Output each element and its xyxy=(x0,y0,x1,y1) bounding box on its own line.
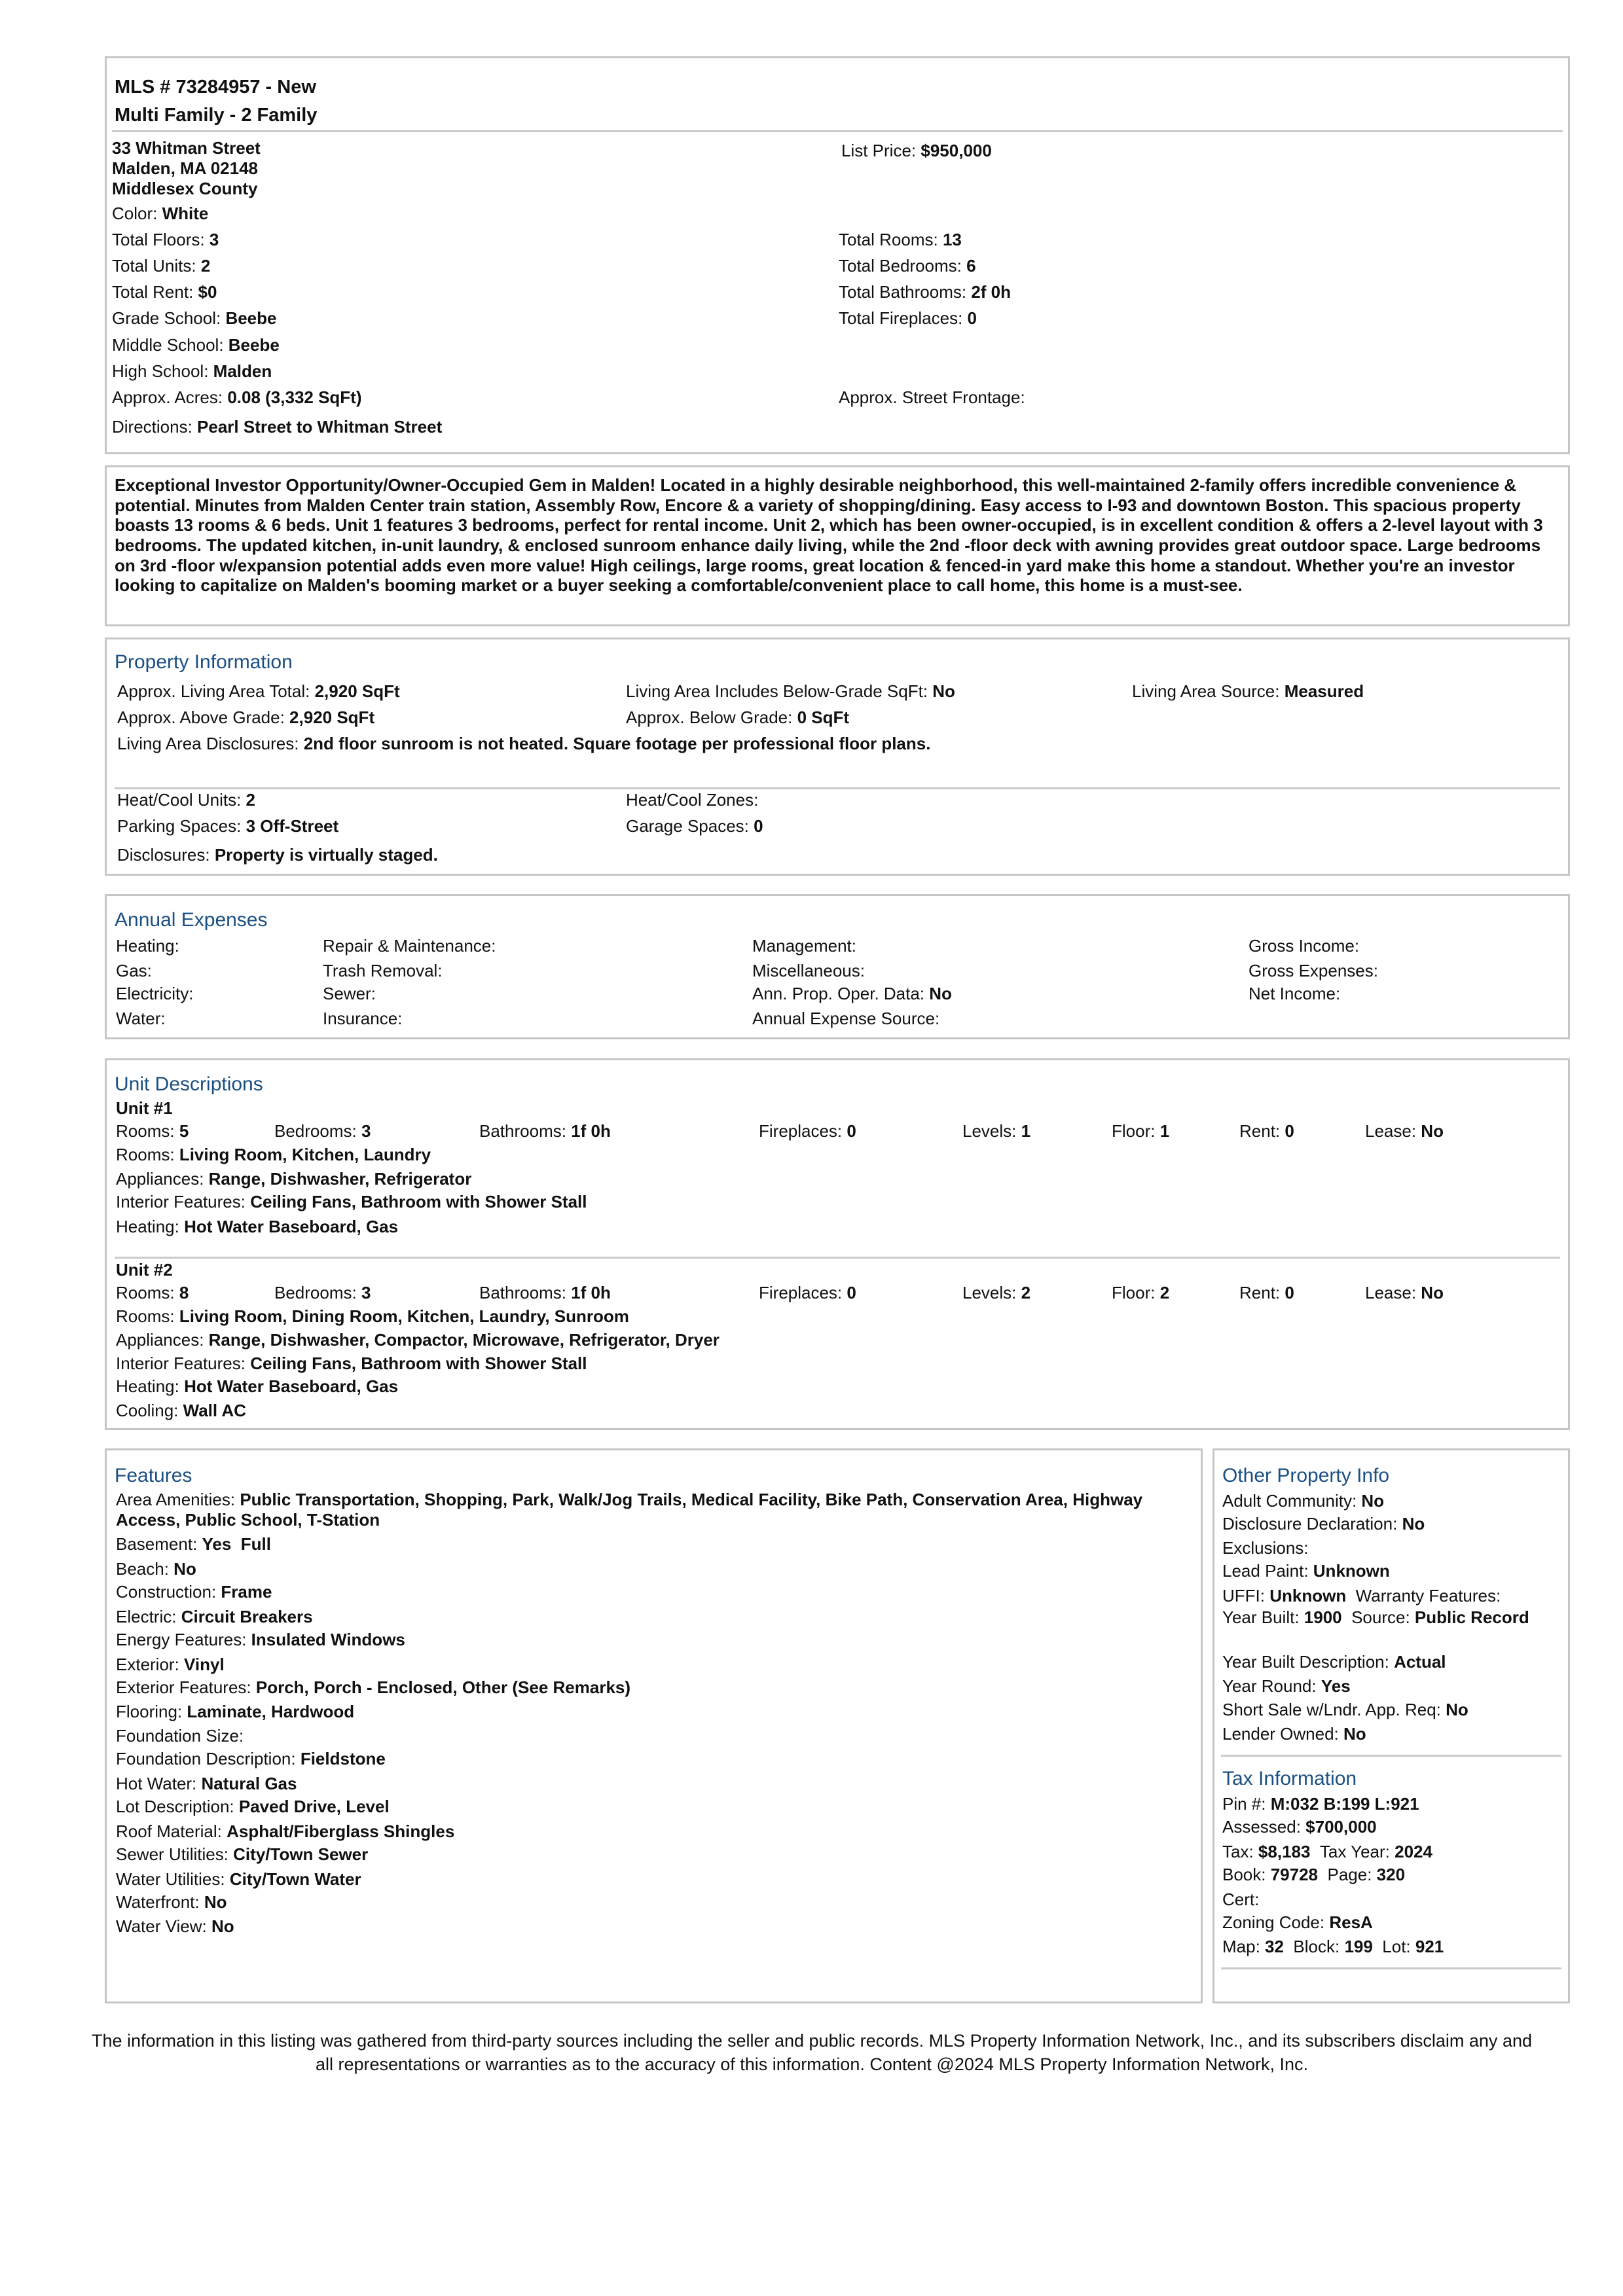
feature-basement: Basement: Yes Full xyxy=(116,1534,272,1554)
year-built-source: Year Built: 1900 Source: Public Record xyxy=(1222,1607,1529,1627)
disclaimer-footer: The information in this listing was gathered from third-party sources including the seller and public records. MLS Property Information Network, Inc., and its subscribers disclaim any and all representations or warranties as to the accuracy of this information. Content @2024 MLS Property Information Network, Inc. xyxy=(92,2031,1532,2075)
feature-electric: Electric: Circuit Breakers xyxy=(116,1607,313,1626)
exclusions: Exclusions: xyxy=(1222,1538,1309,1558)
unit-2-fireplaces: Fireplaces: 0 xyxy=(759,1283,856,1302)
tax-pin: Pin #: M:032 B:199 L:921 xyxy=(1222,1794,1419,1814)
feature-waterfront: Waterfront: No xyxy=(116,1892,227,1912)
field-high-school: High School: Malden xyxy=(112,361,272,381)
field-grade-school: Grade School: Beebe xyxy=(112,308,277,328)
field-total-fireplaces: Total Fireplaces: 0 xyxy=(839,308,977,328)
unit-1-bathrooms: Bathrooms: 1f 0h xyxy=(479,1121,611,1141)
mls-number-title: MLS # 73284957 - New xyxy=(115,77,316,98)
expense-management: Management: xyxy=(752,936,856,956)
field-street-frontage: Approx. Street Frontage: xyxy=(839,387,1025,407)
unit-1-name: Unit #1 xyxy=(116,1098,173,1118)
living-area-total: Approx. Living Area Total: 2,920 SqFt xyxy=(117,681,400,701)
living-area-source: Living Area Source: Measured xyxy=(1132,681,1364,701)
expense-water: Water: xyxy=(116,1009,166,1028)
field-middle-school: Middle School: Beebe xyxy=(112,335,280,355)
unit-2-bathrooms: Bathrooms: 1f 0h xyxy=(479,1283,611,1302)
field-directions: Directions: Pearl Street to Whitman Street xyxy=(112,417,443,437)
unit-descriptions-box xyxy=(105,1058,1570,1430)
tax-amount-year: Tax: $8,183 Tax Year: 2024 xyxy=(1222,1842,1432,1861)
heat-cool-units: Heat/Cool Units: 2 xyxy=(117,790,255,810)
gross-expenses: Gross Expenses: xyxy=(1249,961,1378,980)
unit-1-fireplaces: Fireplaces: 0 xyxy=(759,1121,856,1141)
tax-cert: Cert: xyxy=(1222,1890,1260,1909)
tax-info-divider xyxy=(1221,1967,1561,1969)
unit-1-detail-appliances: Appliances: Range, Dishwasher, Refrigerator xyxy=(116,1169,472,1189)
heat-cool-zones: Heat/Cool Zones: xyxy=(626,790,759,810)
feature-roof: Roof Material: Asphalt/Fiberglass Shingles xyxy=(116,1821,455,1841)
living-area-disclosures: Living Area Disclosures: 2nd floor sunroom is not heated. Square footage per professional floor plans. xyxy=(117,734,931,753)
property-type-title: Multi Family - 2 Family xyxy=(115,105,318,126)
header-divider xyxy=(112,130,1563,132)
parking-spaces: Parking Spaces: 3 Off-Street xyxy=(117,816,339,836)
feature-exterior-features: Exterior Features: Porch, Porch - Enclosed, Other (See Remarks) xyxy=(116,1677,631,1697)
expense-heating: Heating: xyxy=(116,936,179,956)
unit-2-lease: Lease: No xyxy=(1365,1283,1444,1302)
unit-1-floor: Floor: 1 xyxy=(1112,1121,1170,1141)
year-round: Year Round: Yes xyxy=(1222,1676,1351,1696)
other-info-box xyxy=(1213,1448,1570,2003)
feature-water-view: Water View: No xyxy=(116,1916,234,1936)
net-income: Net Income: xyxy=(1249,984,1341,1003)
unit-2-bedrooms: Bedrooms: 3 xyxy=(274,1283,371,1302)
unit-2-detail-rooms: Rooms: Living Room, Dining Room, Kitchen, Laundry, Sunroom xyxy=(116,1306,629,1326)
unit-2-rent: Rent: 0 xyxy=(1239,1283,1294,1302)
year-built-description: Year Built Description: Actual xyxy=(1222,1652,1446,1672)
remarks-box xyxy=(105,465,1570,626)
unit-1-bedrooms: Bedrooms: 3 xyxy=(274,1121,371,1141)
field-total-rent: Total Rent: $0 xyxy=(112,282,217,302)
tax-assessed: Assessed: $700,000 xyxy=(1222,1817,1377,1837)
unit-2-rooms: Rooms: 8 xyxy=(116,1283,189,1302)
unit-2-name: Unit #2 xyxy=(116,1260,173,1280)
other-info-divider xyxy=(1221,1755,1561,1757)
feature-foundation-desc: Foundation Description: Fieldstone xyxy=(116,1749,386,1768)
expense-sewer: Sewer: xyxy=(323,984,376,1003)
listing-header-box xyxy=(105,56,1570,454)
remarks-text: Exceptional Investor Opportunity/Owner-Occupied Gem in Malden! Located in a highly desirable neighborhood, this well-maintained 2-family offers incredible convenience & potential. Minutes from Malden Center train station, Assembly Row, Encore & a variety of shopping/dining. Easy access to I-93 and downtown Boston. This spacious property boasts 13 rooms & 6 beds. Unit 1 features 3 bedrooms, perfect for rental income. Unit 2, which has been owner-occupied, is in excellent condition & offers a 2-level layout with 3 bedrooms. The updated kitchen, in-unit laundry, & enclosed sunroom enhance daily living, while the 2nd -floor deck with awning provides great outdoor space. Large bedrooms on 3rd -floor w/expansion potential adds even more value! High ceilings, large rooms, great location & fenced-in yard make this home a standout. Whether you're an investor looking to capitalize on Malden's booming market or a buyer seeking a comfortable/convenient place to call home, this home is a must-see. xyxy=(115,475,1543,596)
unit-2-detail-interior: Interior Features: Ceiling Fans, Bathroom with Shower Stall xyxy=(116,1354,587,1373)
county: Middlesex County xyxy=(112,179,258,198)
unit-1-detail-interior: Interior Features: Ceiling Fans, Bathroom with Shower Stall xyxy=(116,1192,587,1211)
tax-zoning: Zoning Code: ResA xyxy=(1222,1912,1373,1932)
property-info-divider xyxy=(115,787,1560,789)
unit-2-detail-cooling: Cooling: Wall AC xyxy=(116,1401,246,1420)
unit-divider xyxy=(115,1257,1560,1259)
expense-insurance: Insurance: xyxy=(323,1009,403,1028)
tax-info-title: Tax Information xyxy=(1222,1768,1357,1789)
above-grade: Approx. Above Grade: 2,920 SqFt xyxy=(117,708,375,727)
features-box xyxy=(105,1448,1203,2003)
unit-2-levels: Levels: 2 xyxy=(962,1283,1031,1302)
property-info-title: Property Information xyxy=(115,651,293,673)
adult-community: Adult Community: No xyxy=(1222,1491,1385,1511)
feature-area-amenities: Area Amenities: Public Transportation, Shopping, Park, Walk/Jog Trails, Medical Facility, Bike Path, Conservation Area, Highway Access, Public School, T-Station xyxy=(116,1490,1143,1530)
field-total-units: Total Units: 2 xyxy=(112,256,211,276)
below-grade: Approx. Below Grade: 0 SqFt xyxy=(626,708,850,727)
field-total-bathrooms: Total Bathrooms: 2f 0h xyxy=(839,282,1011,302)
expense-source: Annual Expense Source: xyxy=(752,1009,940,1028)
feature-energy: Energy Features: Insulated Windows xyxy=(116,1630,405,1649)
unit-1-detail-rooms: Rooms: Living Room, Kitchen, Laundry xyxy=(116,1145,431,1164)
field-total-bedrooms: Total Bedrooms: 6 xyxy=(839,256,976,276)
list-price: List Price: $950,000 xyxy=(841,141,992,160)
unit-1-levels: Levels: 1 xyxy=(962,1121,1031,1141)
field-total-floors: Total Floors: 3 xyxy=(112,230,219,249)
uffi-warranty: UFFI: Unknown Warranty Features: xyxy=(1222,1586,1501,1605)
features-title: Features xyxy=(115,1465,192,1486)
lender-owned: Lender Owned: No xyxy=(1222,1724,1366,1744)
below-grade-included: Living Area Includes Below-Grade SqFt: No xyxy=(626,681,955,701)
unit-2-floor: Floor: 2 xyxy=(1112,1283,1170,1302)
feature-hot-water: Hot Water: Natural Gas xyxy=(116,1774,297,1793)
expense-gas: Gas: xyxy=(116,961,152,980)
expense-trash: Trash Removal: xyxy=(323,961,443,980)
lead-paint: Lead Paint: Unknown xyxy=(1222,1561,1390,1581)
feature-lot-description: Lot Description: Paved Drive, Level xyxy=(116,1797,390,1816)
annual-expenses-title: Annual Expenses xyxy=(115,909,268,931)
feature-sewer: Sewer Utilities: City/Town Sewer xyxy=(116,1844,369,1864)
unit-2-detail-heating: Heating: Hot Water Baseboard, Gas xyxy=(116,1376,399,1396)
feature-flooring: Flooring: Laminate, Hardwood xyxy=(116,1702,355,1721)
expense-oper-data: Ann. Prop. Oper. Data: No xyxy=(752,984,952,1003)
disclosures: Disclosures: Property is virtually staged. xyxy=(117,845,438,865)
unit-descriptions-title: Unit Descriptions xyxy=(115,1073,263,1095)
disclosure-declaration: Disclosure Declaration: No xyxy=(1222,1514,1425,1534)
short-sale: Short Sale w/Lndr. App. Req: No xyxy=(1222,1700,1468,1719)
unit-2-detail-appliances: Appliances: Range, Dishwasher, Compactor, Microwave, Refrigerator, Dryer xyxy=(116,1330,720,1350)
other-info-title: Other Property Info xyxy=(1222,1465,1390,1486)
expense-electricity: Electricity: xyxy=(116,984,194,1003)
unit-1-lease: Lease: No xyxy=(1365,1121,1444,1141)
tax-map-block-lot: Map: 32 Block: 199 Lot: 921 xyxy=(1222,1937,1444,1956)
garage-spaces: Garage Spaces: 0 xyxy=(626,816,763,836)
expense-misc: Miscellaneous: xyxy=(752,961,865,980)
gross-income: Gross Income: xyxy=(1249,936,1360,956)
property-info-box xyxy=(105,637,1570,876)
expense-repair: Repair & Maintenance: xyxy=(323,936,496,956)
field-total-rooms: Total Rooms: 13 xyxy=(839,230,962,249)
address-line2: Malden, MA 02148 xyxy=(112,158,259,178)
annual-expenses-box xyxy=(105,894,1570,1039)
field-color: Color: White xyxy=(112,204,209,223)
feature-construction: Construction: Frame xyxy=(116,1582,272,1602)
feature-exterior: Exterior: Vinyl xyxy=(116,1655,225,1674)
unit-1-rooms: Rooms: 5 xyxy=(116,1121,189,1141)
unit-1-detail-heating: Heating: Hot Water Baseboard, Gas xyxy=(116,1217,399,1236)
feature-water-utilities: Water Utilities: City/Town Water xyxy=(116,1869,361,1889)
field-acres: Approx. Acres: 0.08 (3,332 SqFt) xyxy=(112,387,362,407)
unit-1-rent: Rent: 0 xyxy=(1239,1121,1294,1141)
address-line1: 33 Whitman Street xyxy=(112,138,261,158)
feature-foundation-size: Foundation Size: xyxy=(116,1726,244,1746)
tax-book-page: Book: 79728 Page: 320 xyxy=(1222,1865,1406,1884)
feature-beach: Beach: No xyxy=(116,1559,196,1579)
